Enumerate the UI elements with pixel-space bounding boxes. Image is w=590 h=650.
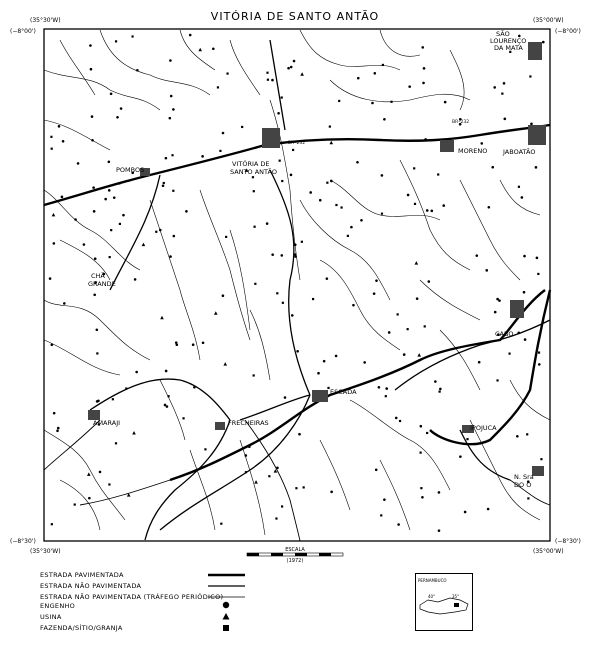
engenho-marker [375,468,378,471]
engenho-marker [378,386,381,389]
fazenda-marker [267,79,269,81]
legend-symbol-usina [223,613,230,620]
usina-marker [87,472,91,476]
place-label: ESCADA [330,388,357,396]
engenho-marker [94,257,97,260]
fazenda-marker [281,180,283,182]
engenho-marker [444,101,447,104]
place-label: VITÓRIA DE [232,160,270,168]
fazenda-marker [118,182,120,184]
fazenda-marker [538,351,540,353]
fazenda-marker [50,136,52,138]
engenho-marker [420,425,423,428]
engenho-marker [403,353,406,356]
coord-bl-bottom: (35°30'W) [30,548,61,555]
engenho-marker [352,304,355,307]
fazenda-marker [529,75,531,77]
fazenda-marker [252,176,254,178]
engenho-marker [135,371,138,374]
place-label: LOURENÇO [490,37,527,45]
urban-vitoria [262,128,280,148]
fazenda-marker [115,442,117,444]
engenho-marker [277,112,280,115]
fazenda-marker [382,64,384,66]
engenho-marker [373,292,376,295]
fazenda-marker [380,514,382,516]
fazenda-marker [501,93,503,95]
engenho-marker [49,277,52,280]
engenho-marker [113,196,116,199]
engenho-marker [371,102,374,105]
engenho-marker [296,350,299,353]
engenho-marker [172,108,175,111]
engenho-marker [276,467,279,470]
engenho-marker [83,243,86,246]
coord-bl-left: (−8°30') [10,538,36,545]
fazenda-marker [496,379,498,381]
usina-marker [329,141,333,145]
fazenda-marker [439,391,441,393]
engenho-marker [493,86,496,89]
urban-frecheiras [215,422,225,430]
engenho-marker [170,95,173,98]
engenho-marker [165,370,168,373]
engenho-marker [291,314,294,317]
engenho-marker [323,360,326,363]
fazenda-marker [437,173,439,175]
inset-lon-east: 35° [452,594,460,599]
engenho-marker [176,343,179,346]
fazenda-marker [385,395,387,397]
coord-tr-top: (35°00'W) [533,17,564,24]
engenho-marker [494,311,497,314]
place-label: CHÃ [91,272,105,280]
engenho-marker [360,219,363,222]
engenho-marker [416,297,419,300]
engenho-marker [438,529,441,532]
usina-marker [214,311,218,315]
engenho-marker [464,511,467,514]
engenho-marker [294,255,297,258]
fazenda-marker [131,35,133,37]
engenho-marker [169,59,172,62]
fazenda-marker [266,72,268,74]
fazenda-marker [253,190,255,192]
engenho-marker [383,118,386,121]
fazenda-marker [424,325,426,327]
engenho-marker [248,445,251,448]
coord-tl-top: (35°30'W) [30,17,61,24]
fazenda-marker [276,292,278,294]
legend-label-engenho: ENGENHO [40,602,76,610]
usina-marker [223,362,227,366]
fazenda-marker [275,517,277,519]
urban-sao-lourenco [528,42,542,60]
place-label: SANTO ANTÃO [230,168,277,176]
engenho-marker [459,455,462,458]
engenho-marker [542,41,545,44]
map-frame [44,29,550,541]
coord-tl-left: (−8°00') [10,28,36,35]
engenho-marker [108,160,111,163]
engenho-marker [266,222,269,225]
engenho-marker [57,427,60,430]
fazenda-marker [312,298,314,300]
usina-marker [417,353,421,357]
engenho-marker [77,162,80,165]
engenho-marker [162,184,165,187]
point-symbols [49,34,545,532]
engenho-marker [61,196,64,199]
engenho-marker [330,180,333,183]
engenho-marker [189,34,192,37]
fazenda-marker [281,96,283,98]
usina-marker [198,48,202,52]
fazenda-marker [110,229,112,231]
fazenda-marker [340,206,342,208]
fazenda-marker [526,433,528,435]
engenho-marker [222,294,225,297]
fazenda-marker [172,190,174,192]
engenho-marker [91,115,94,118]
engenho-marker [373,72,376,75]
engenho-marker [53,412,56,415]
engenho-marker [421,496,424,499]
river-network [44,30,550,535]
usina-marker [300,72,304,76]
engenho-marker [58,125,61,128]
fazenda-marker [74,503,76,505]
fazenda-marker [527,497,529,499]
place-label: POMBOS [116,166,145,174]
engenho-marker [422,82,425,85]
fazenda-marker [245,471,247,473]
fazenda-marker [220,523,222,525]
place-label: GRANDE [88,280,116,288]
engenho-marker [503,82,506,85]
fazenda-marker [414,203,416,205]
engenho-marker [287,67,290,70]
fazenda-marker [171,154,173,156]
engenho-marker [192,343,195,346]
engenho-marker [136,69,139,72]
engenho-marker [169,117,172,120]
engenho-marker [271,79,274,82]
fazenda-marker [225,236,227,238]
engenho-marker [397,523,400,526]
scale-year: (1972) [286,558,304,564]
engenho-marker [375,279,378,282]
fazenda-marker [426,432,428,434]
engenho-marker [330,491,333,494]
engenho-marker [271,253,274,256]
fazenda-marker [282,302,284,304]
engenho-marker [62,140,65,143]
engenho-marker [536,257,539,260]
inset-label: PERNAMBUCO [418,578,447,583]
engenho-marker [96,328,99,331]
usina-marker [415,261,419,265]
fazenda-marker [217,86,219,88]
fazenda-marker [466,438,468,440]
fazenda-marker [292,149,294,151]
fazenda-marker [109,256,111,258]
map-title: VITÓRIA DE SANTO ANTÃO [210,10,380,23]
engenho-marker [56,430,59,433]
legend-label-unpaved: ESTRADA NÃO PAVIMENTADA [40,582,142,590]
engenho-marker [293,60,296,63]
fazenda-marker [96,352,98,354]
fazenda-marker [155,231,157,233]
unpaved-roads [90,40,550,540]
coord-br-right: (−8°30') [555,538,581,545]
fazenda-marker [241,126,243,128]
engenho-marker [524,338,527,341]
place-label: CABO [495,330,514,338]
fazenda-marker [295,487,297,489]
engenho-marker [498,299,501,302]
engenho-marker [309,191,312,194]
fazenda-marker [419,452,421,454]
engenho-marker [383,498,386,501]
road-label: BR–232 [288,141,306,146]
engenho-marker [104,198,107,201]
engenho-marker [88,497,91,500]
place-label: IPOJUCA [470,424,497,432]
engenho-marker [319,199,322,202]
place-label: DA MATA [494,44,523,52]
engenho-marker [426,209,429,212]
engenho-marker [504,118,507,121]
fazenda-marker [508,353,510,355]
engenho-marker [356,161,359,164]
scale-label: ESCALA [285,547,305,553]
usina-marker [142,243,146,247]
engenho-marker [407,194,410,197]
place-label: MORENO [458,147,488,155]
engenho-marker [335,355,338,358]
engenho-marker [164,404,167,407]
engenho-marker [116,116,119,119]
fazenda-marker [397,313,399,315]
engenho-marker [517,332,520,335]
fazenda-marker [279,160,281,162]
fazenda-marker [301,241,303,243]
fazenda-marker [167,395,169,397]
engenho-marker [326,277,329,280]
legend-label-usina: USINA [40,613,62,621]
place-label: SÃO [496,30,510,38]
fazenda-marker [335,204,337,206]
engenho-marker [294,243,297,246]
fazenda-marker [51,523,53,525]
fazenda-marker [219,150,221,152]
usina-marker [132,431,136,435]
fazenda-marker [281,505,283,507]
scale [245,545,345,570]
usina-marker [254,480,258,484]
fazenda-marker [253,374,255,376]
engenho-marker [523,291,526,294]
engenho-marker [475,254,478,257]
engenho-marker [99,471,102,474]
engenho-marker [538,363,541,366]
legend-symbol-engenho [223,602,229,608]
urban-cabo [510,300,524,318]
fazenda-marker [540,458,542,460]
coord-br-bottom: (35°00'W) [533,548,564,555]
engenho-marker [108,189,111,192]
engenho-marker [212,47,215,50]
usina-marker [52,213,56,217]
fazenda-marker [226,72,228,74]
engenho-marker [381,174,384,177]
engenho-marker [478,361,481,364]
engenho-marker [523,255,526,258]
fazenda-marker [51,148,53,150]
fazenda-marker [338,100,340,102]
engenho-marker [438,491,441,494]
urban-moreno [440,140,454,152]
engenho-marker [222,132,225,135]
legend-symbol-fazenda [223,625,229,631]
engenho-marker [434,380,437,383]
engenho-marker [516,435,519,438]
inset-lon-west: 40° [428,594,436,599]
fazenda-marker [518,186,520,188]
urban-areas [88,42,546,476]
fazenda-marker [347,235,349,237]
legend-label-periodic: ESTRADA NÃO PAVIMENTADA (TRÁFEGO PERIÓDICO) [40,593,224,601]
urban-jaboatao [528,125,546,145]
engenho-marker [424,138,427,141]
engenho-marker [363,361,366,364]
engenho-marker [521,196,524,199]
engenho-marker [92,186,95,189]
engenho-marker [480,142,483,145]
fazenda-marker [407,328,409,330]
legend-label-paved: ESTRADA PAVIMENTADA [40,571,124,579]
engenho-marker [385,387,388,390]
engenho-marker [439,388,442,391]
fazenda-marker [326,182,328,184]
coord-tr-right: (−8°00') [555,28,581,35]
engenho-marker [110,93,113,96]
place-label: AMARAJI [93,419,121,427]
engenho-marker [298,433,301,436]
fazenda-marker [253,226,255,228]
fazenda-marker [381,213,383,215]
engenho-marker [245,454,248,457]
engenho-marker [165,157,168,160]
inset-map [415,573,473,631]
engenho-marker [487,508,490,511]
engenho-marker [357,77,360,80]
usina-marker [160,316,164,320]
engenho-marker [193,386,196,389]
fazenda-marker [303,486,305,488]
engenho-marker [485,269,488,272]
place-label: JABOATÃO [503,148,536,156]
fazenda-marker [329,125,331,127]
road-label: BR–232 [452,120,470,125]
urban-escada [312,390,328,402]
engenho-marker [421,46,424,49]
fazenda-marker [112,398,114,400]
engenho-marker [317,372,320,375]
engenho-marker [202,341,205,344]
fazenda-marker [182,417,184,419]
engenho-marker [93,294,96,297]
engenho-marker [201,155,204,158]
engenho-marker [97,400,100,403]
engenho-marker [442,204,445,207]
place-label: DO Ó [514,481,532,489]
fazenda-marker [413,167,415,169]
engenho-marker [74,218,77,221]
engenho-marker [284,396,287,399]
engenho-marker [91,139,94,142]
engenho-marker [134,278,137,281]
fazenda-marker [537,273,539,275]
fazenda-marker [254,283,256,285]
engenho-marker [491,166,494,169]
fazenda-marker [125,387,127,389]
fazenda-marker [115,40,117,42]
fazenda-marker [163,182,165,184]
engenho-marker [388,331,391,334]
engenho-marker [530,123,533,126]
fazenda-marker [204,448,206,450]
engenho-marker [290,174,293,177]
engenho-marker [51,343,54,346]
engenho-marker [89,44,92,47]
fazenda-marker [119,223,121,225]
fazenda-marker [294,253,296,255]
engenho-marker [93,210,96,213]
place-label: N. Sra [514,473,534,481]
engenho-marker [280,254,283,257]
engenho-marker [122,214,125,217]
engenho-marker [90,68,93,71]
engenho-marker [408,85,411,88]
engenho-marker [428,280,431,283]
engenho-marker [185,210,188,213]
engenho-marker [350,226,353,229]
engenho-marker [53,242,56,245]
engenho-marker [488,206,491,209]
engenho-marker [63,302,66,305]
fazenda-marker [420,487,422,489]
engenho-marker [290,66,293,69]
engenho-marker [120,107,123,110]
fazenda-marker [268,475,270,477]
fazenda-marker [390,101,392,103]
engenho-marker [173,235,176,238]
engenho-marker [169,255,172,258]
engenho-marker [423,67,426,70]
periodic-roads [44,420,550,541]
engenho-marker [395,417,398,420]
fazenda-marker [108,483,110,485]
engenho-marker [430,210,433,213]
engenho-marker [159,229,162,232]
fazenda-marker [399,420,401,422]
place-label: FRECHEIRAS [228,419,269,427]
legend-label-fazenda: FAZENDA/SÍTIO/GRANJA [40,624,123,632]
engenho-marker [535,166,538,169]
